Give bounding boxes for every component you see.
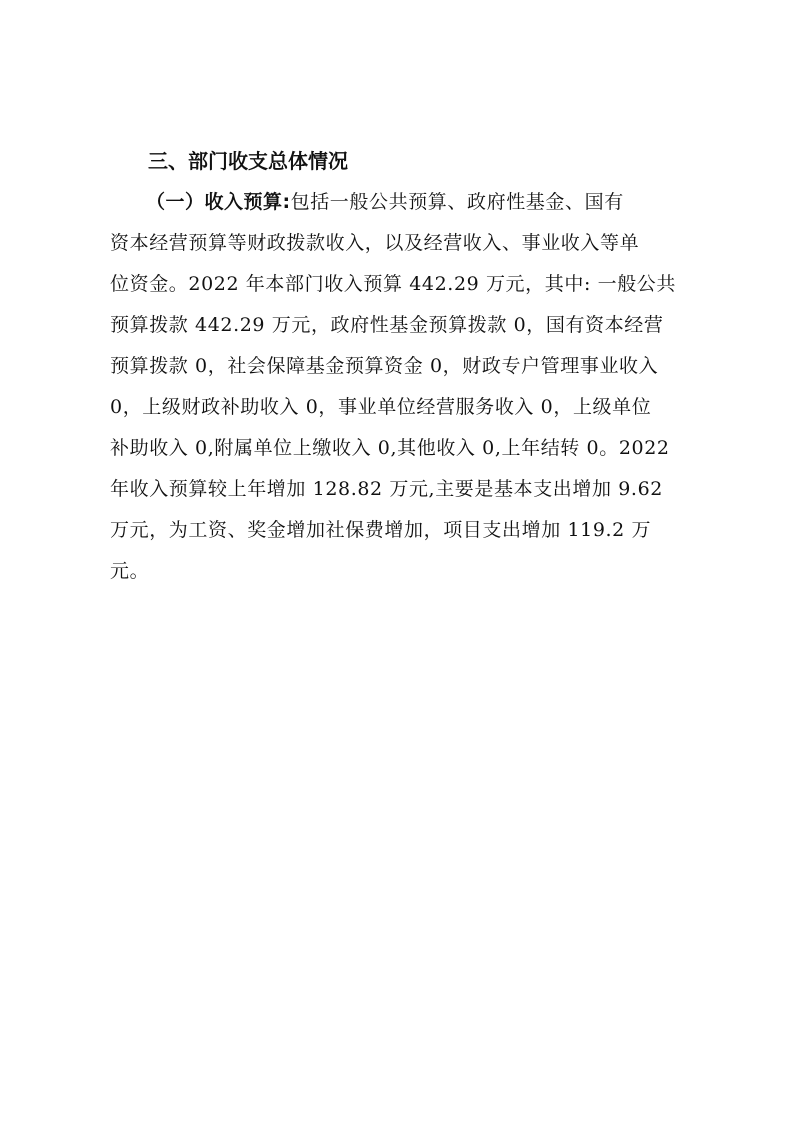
paragraph-line-10: 元。: [110, 560, 150, 582]
paragraph-line-9: 万元，为工资、奖金增加社保费增加，项目支出增加 119.2 万: [110, 519, 652, 541]
paragraph-line-4: 预算拨款 442.29 万元，政府性基金预算拨款 0，国有资本经营: [110, 314, 664, 336]
paragraph-line-2: 资本经营预算等财政拨款收入，以及经营收入、事业收入等单: [110, 232, 640, 254]
paragraph-line-3: 位资金。2022 年本部门收入预算 442.29 万元，其中: 一般公共: [110, 273, 676, 295]
paragraph-line-6: 0，上级财政补助收入 0，事业单位经营服务收入 0，上级单位: [110, 396, 652, 418]
paragraph-line-1-text: 包括一般公共预算、政府性基金、国有: [290, 191, 624, 213]
section-heading: 三、部门收支总体情况: [148, 149, 348, 173]
paragraph-line-7: 补助收入 0,附属单位上缴收入 0,其他收入 0,上年结转 0。2022: [110, 437, 670, 459]
paragraph-line-1: [146, 186, 624, 218]
subsection-label: （一）收入预算:: [146, 191, 291, 213]
paragraph-line-5: 预算拨款 0，社会保障基金预算资金 0，财政专户管理事业收入: [110, 355, 659, 377]
paragraph-line-8: 年收入预算较上年增加 128.82 万元,主要是基本支出增加 9.62: [110, 478, 663, 500]
